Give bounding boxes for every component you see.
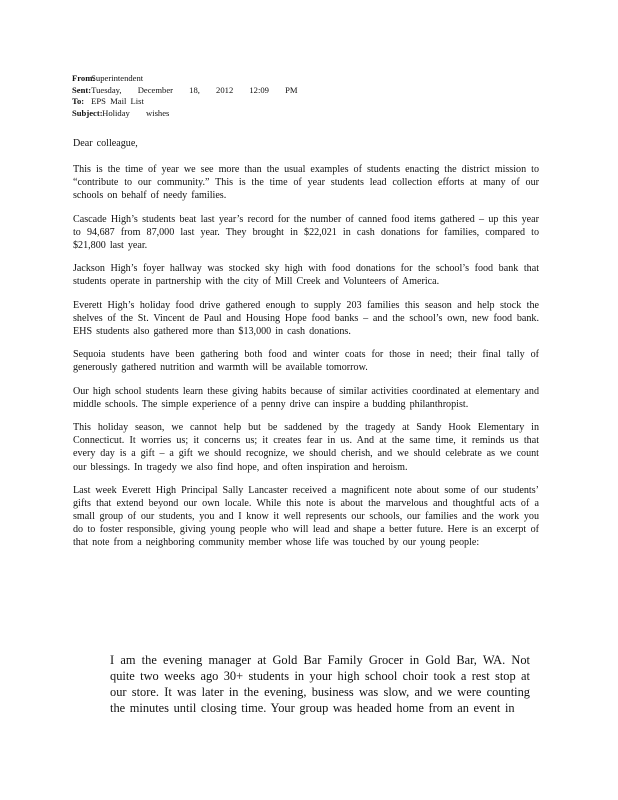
to-row [72, 96, 298, 108]
to-value: EPS Mail List [91, 96, 144, 107]
paragraph-jackson-high: Jackson High’s foyer hallway was stocked sky high with food donations for the school’s food bank that students operate in partnership with the city of Mill Creek and Volunteers of America. [73, 263, 539, 288]
sent-label: Sent: [72, 84, 92, 95]
subject-value: Holiday wishes [102, 107, 170, 118]
sent-value: Tuesday, December 18, 2012 12:09 PM [91, 84, 298, 95]
paragraph-district-mission: This is the time of year we see more than the usual examples of students enacting the district mission to “contribute to our community.” This is the time of year students lead collection efforts at many of our schools on behalf of needy families. [73, 164, 539, 202]
paragraph-sequoia: Sequoia students have been gathering both food and winter coats for those in need; their final tally of generously gathered nutrition and warmth will be available tomorrow. [73, 349, 539, 374]
from-label: From: [72, 73, 96, 83]
from-value: Superintendent [91, 73, 144, 83]
paragraph-sandy-hook: This holiday season, we cannot help but be saddened by the tragedy at Sandy Hook Elementary in Connecticut. It worries us; it concerns us; it creates fear in us. And at the same time, it reminds us that every day is a gift – a gift we should recognize, we should cherish, and we should celebrate as we count our blessings. In tragedy we also find hope, and often inspiration and heroism. [73, 422, 539, 473]
email-body [73, 137, 539, 560]
subject-row [72, 108, 298, 120]
paragraph-everett-high: Everett High’s holiday food drive gathered enough to supply 203 families this season and help stock the shelves of the St. Vincent de Paul and Housing Hope food banks – and the school’s own, new food bank. EHS students also gathered more than $13,000 in cash donations. [73, 299, 539, 337]
from-row [72, 73, 298, 85]
paragraph-excerpt-intro: Last week Everett High Principal Sally Lancaster received a magnificent note about some of our students’ gifts that extend beyond our own locale. While this note is about the marvelous and thoughtful acts of a small group of our students, you and I know it well represents our schools, our families and the work you do to foster responsible, giving young people who will lead and shape a better future. Here is an excerpt of that note from a neighboring community member whose life was touched by our young people: [73, 484, 539, 549]
email-header [72, 73, 298, 119]
paragraph-cascade-high: Cascade High’s students beat last year’s record for the number of canned food items gathered – up this year to 94,687 from 87,000 last year. They brought in $22,021 in cash donations for families, compared to $21,800 last year. [73, 213, 539, 251]
paragraph-giving-habits: Our high school students learn these giving habits because of similar activities coordinated at elementary and middle schools. The simple experience of a penny drive can inspire a budding philanthropist. [73, 385, 539, 410]
subject-label: Subject: [72, 107, 103, 118]
sent-row [72, 85, 298, 97]
quoted-note: I am the evening manager at Gold Bar Family Grocer in Gold Bar, WA. Not quite two weeks ago 30+ students in your high school choir took a rest stop at our store. It was later in the evening, business was slow, and we were counting the minutes until closing time. Your group was headed home from an event in [110, 653, 530, 716]
salutation: Dear colleague, [73, 138, 138, 149]
to-label: To: [72, 96, 85, 107]
